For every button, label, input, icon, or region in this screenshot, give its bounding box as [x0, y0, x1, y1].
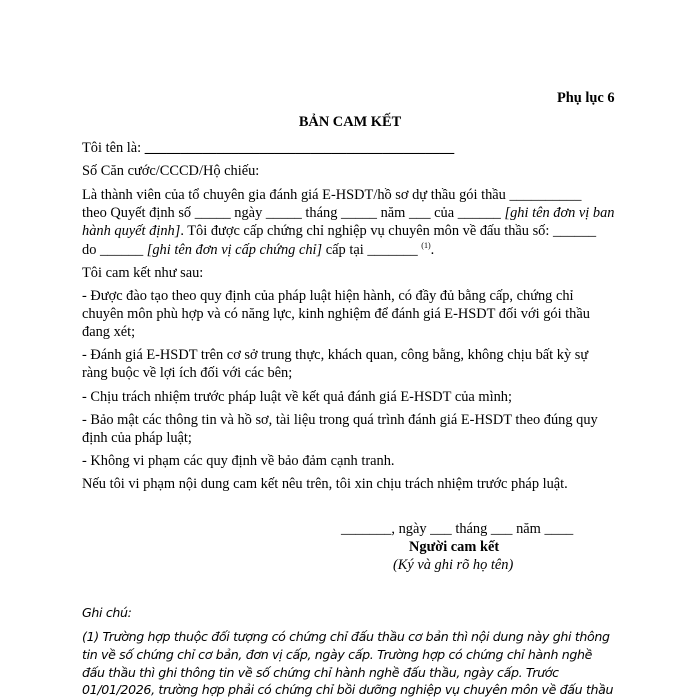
intro-line — [82, 241, 434, 259]
commitment-line: ràng buộc về lợi ích đối với các bên; — [82, 365, 293, 381]
signature-hint: (Ký và ghi rõ họ tên) — [393, 557, 514, 573]
intro-placeholder: [ghi tên đơn vị cấp chứng chỉ] — [146, 241, 323, 258]
id-label: Số Căn cước/CCCD/Hộ chiếu: — [82, 163, 260, 179]
signature-date-line: _______, ngày ___ tháng ___ năm ____ — [341, 521, 574, 537]
intro-text: cấp tại _______ — [322, 241, 422, 258]
commitment-line: - Được đào tạo theo quy định của pháp luật hiện hành, có đầy đủ bằng cấp, chứng chỉ — [82, 288, 574, 304]
intro-text: . — [430, 241, 435, 258]
intro-line — [82, 205, 615, 222]
footnote-ref: (1) — [421, 241, 431, 250]
note-line: tin về số chứng chỉ cơ bản, đơn vị cấp, ngày cấp. Trường hợp có chứng chỉ hành nghề — [82, 647, 593, 662]
closing-statement: Nếu tôi vi phạm nội dung cam kết nêu trên, tôi xin chịu trách nhiệm trước pháp luật. — [82, 476, 568, 492]
commitment-line: chuyên môn phù hợp và có năng lực, kinh nghiệm để đánh giá E-HSDT đối với gói thầu — [82, 306, 590, 322]
intro-placeholder: [ghi tên đơn vị ban — [504, 205, 615, 221]
notes-heading: Ghi chú: — [82, 605, 132, 620]
commitment-line: định của pháp luật; — [82, 430, 192, 446]
name-blank: ___________________________________________ — [144, 140, 455, 156]
commitment-line: - Không vi phạm các quy định về bảo đảm cạnh tranh. — [82, 453, 395, 469]
commitment-line: - Chịu trách nhiệm trước pháp luật về kết quả đánh giá E-HSDT của mình; — [82, 389, 512, 405]
commitment-line: đang xét; — [82, 324, 136, 340]
intro-text: theo Quyết định số _____ ngày _____ tháng _____ năm ___ của ______ — [82, 205, 505, 221]
name-field — [82, 140, 454, 157]
intro-line: Là thành viên của tổ chuyên gia đánh giá E-HSDT/hồ sơ dự thầu gói thầu __________ — [82, 187, 582, 203]
signature-role: Người cam kết — [409, 539, 500, 555]
note-line: đấu thầu thì ghi thông tin về số chứng chỉ hành nghề đấu thầu, ngày cấp. Trước — [82, 665, 559, 680]
intro-text: do ______ — [82, 241, 147, 258]
note-line: (1) Trường hợp thuộc đối tượng có chứng chỉ đấu thầu cơ bản thì nội dung này ghi thông — [82, 629, 610, 644]
note-line: 01/01/2026, trường hợp phải có chứng chỉ bồi dưỡng nghiệp vụ chuyên môn về đấu thầu — [82, 682, 614, 697]
intro-text: . Tôi được cấp chứng chỉ nghiệp vụ chuyên môn về đấu thầu số: ______ — [180, 223, 597, 239]
document-title: BẢN CAM KẾT — [298, 114, 402, 130]
name-label: Tôi tên là: — [82, 140, 145, 156]
commitment-line: - Đánh giá E-HSDT trên cơ sở trung thực, khách quan, công bằng, không chịu bất kỳ sự — [82, 347, 589, 363]
commitment-line: - Bảo mật các thông tin và hồ sơ, tài liệu trong quá trình đánh giá E-HSDT theo đúng quy — [82, 412, 598, 428]
intro-line — [82, 223, 596, 240]
appendix-label: Phụ lục 6 — [557, 90, 615, 106]
commit-heading: Tôi cam kết như sau: — [82, 265, 204, 281]
intro-placeholder: hành quyết định] — [82, 223, 181, 239]
